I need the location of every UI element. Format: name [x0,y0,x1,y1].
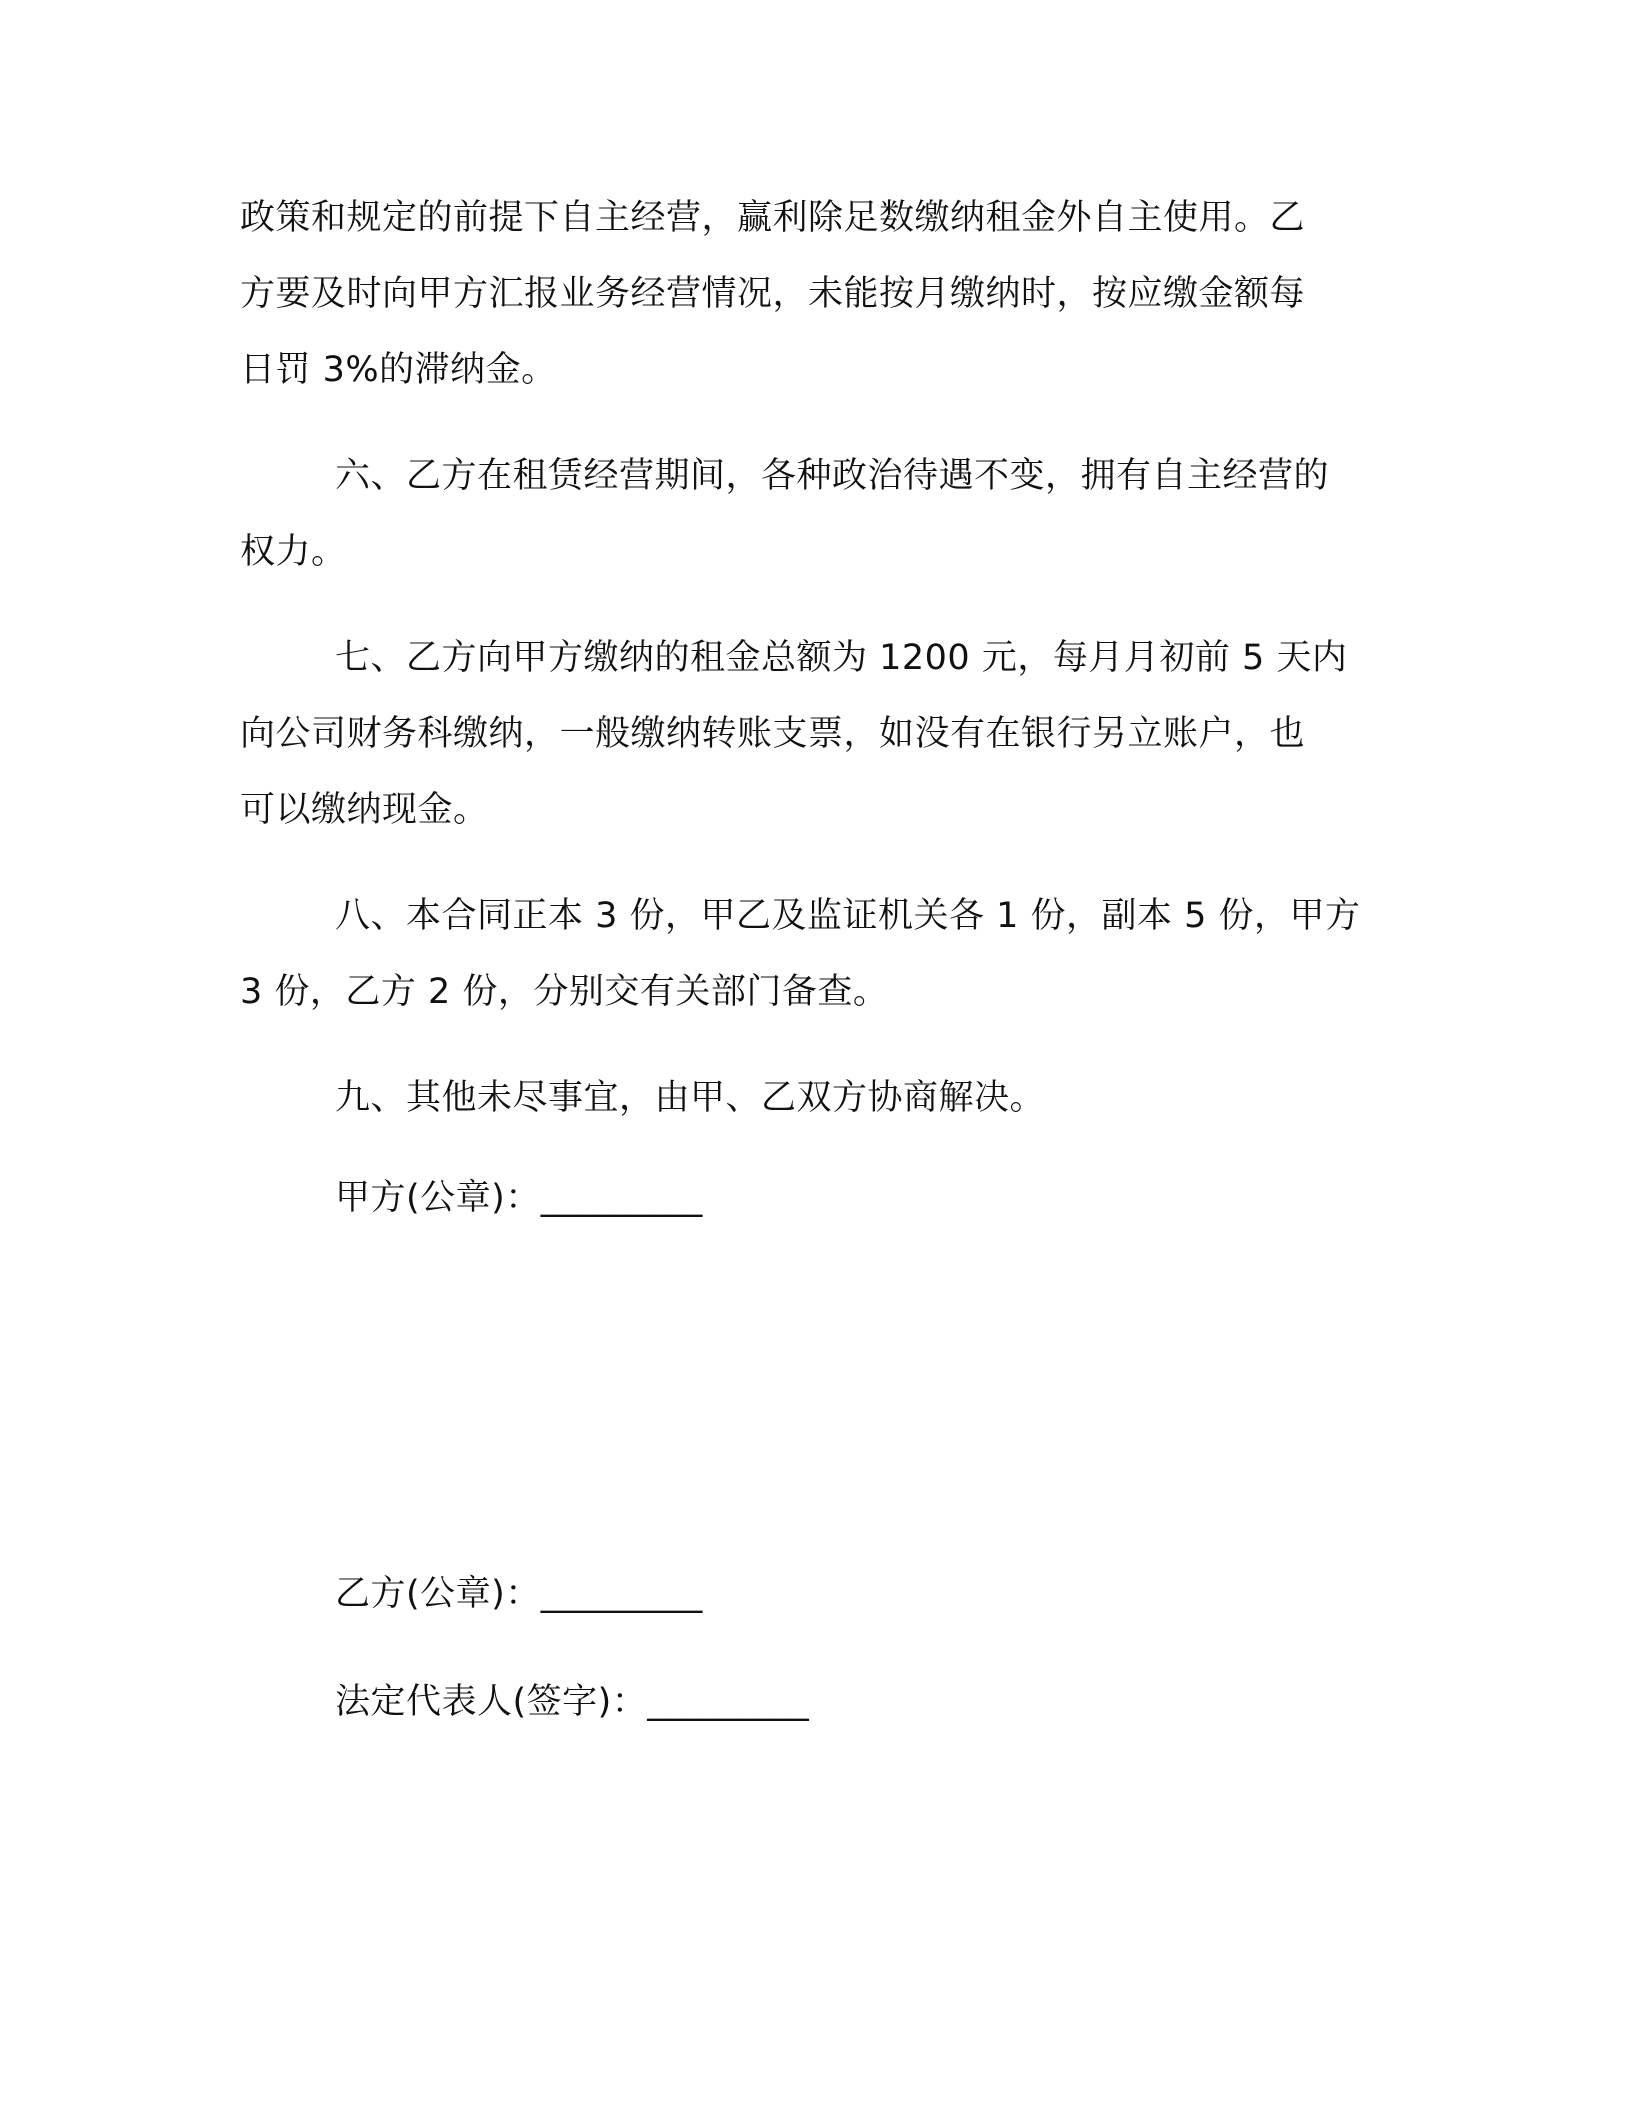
paragraph-6-line-2: 权力。 [240,532,347,572]
party-a-signature-line: 甲方(公章)：_________ [335,1178,703,1218]
paragraph-6-line-1: 六、乙方在租赁经营期间，各种政治待遇不变，拥有自主经营的 [335,456,1330,496]
party-b-signature-line: 乙方(公章)：_________ [335,1574,703,1614]
paragraph-7-line-2: 向公司财务科缴纳，一般缴纳转账支票，如没有在银行另立账户，也 [240,714,1306,754]
legal-representative-signature-line: 法定代表人(签字)：_________ [335,1682,810,1722]
paragraph-5-line-1: 政策和规定的前提下自主经营，赢利除足数缴纳租金外自主使用。乙 [240,198,1306,238]
paragraph-8-line-2: 3 份，乙方 2 份，分别交有关部门备查。 [240,972,889,1012]
paragraph-8-line-1: 八、本合同正本 3 份，甲乙及监证机关各 1 份，副本 5 份，甲方 [335,896,1361,936]
paragraph-7-line-3: 可以缴纳现金。 [240,790,489,830]
paragraph-7-line-1: 七、乙方向甲方缴纳的租金总额为 1200 元，每月月初前 5 天内 [335,638,1348,678]
paragraph-5-line-3: 日罚 3%的滞纳金。 [240,350,557,390]
paragraph-5-line-2: 方要及时向甲方汇报业务经营情况，未能按月缴纳时，按应缴金额每 [240,274,1306,314]
paragraph-9-line-1: 九、其他未尽事宜，由甲、乙双方协商解决。 [335,1078,1046,1118]
